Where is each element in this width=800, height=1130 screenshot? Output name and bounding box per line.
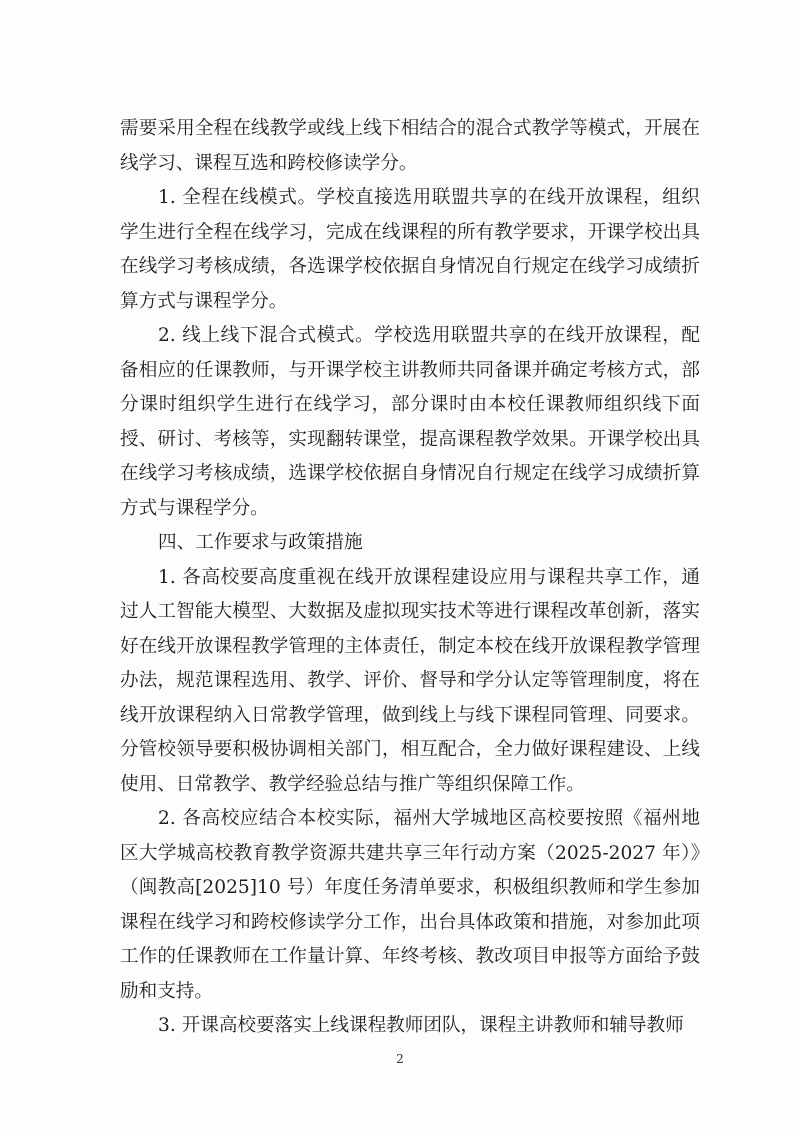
paragraph-requirement-2: 2. 各高校应结合本校实际，福州大学城地区高校要按照《福州地区大学城高校教育教学资源共建共享三年行动方案（2025-2027 年）》（闽教高[2025]10 号）年度任务清单要求，积极组织教师和学生参加课程在线学习和跨校修读学分工作，出台具体政策和措施，对参加此项工作的任课教师在工作量计算、年终考核、教改项目申报等方面给予鼓励和支持。 (120, 808, 700, 1002)
paragraph-continuation: 需要采用全程在线教学或线上线下相结合的混合式教学等模式，开展在线学习、课程互选和跨校修读学分。 (120, 118, 700, 174)
section-heading-work-requirements: 四、工作要求与政策措施 (158, 532, 363, 553)
paragraph-requirement-3: 3. 开课高校要落实上线课程教师团队，课程主讲教师和辅导教师 (158, 1015, 684, 1036)
page-number: 2 (396, 1052, 404, 1066)
paragraph-blended-mode: 2. 线上线下混合式模式。学校选用联盟共享的在线开放课程，配备相应的任课教师，与开课学校主讲教师共同备课并确定考核方式，部分课时组织学生进行在线学习，部分课时由本校任课教师组织线下面授、研讨、考核等，实现翻转课堂，提高课程教学效果。开课学校出具在线学习考核成绩，选课学校依据自身情况自行规定在线学习成绩折算方式与课程学分。 (120, 325, 700, 519)
paragraph-full-online-mode: 1. 全程在线模式。学校直接选用联盟共享的在线开放课程，组织学生进行全程在线学习，完成在线课程的所有教学要求，开课学校出具在线学习考核成绩，各选课学校依据自身情况自行规定在线学习成绩折算方式与课程学分。 (120, 187, 700, 312)
paragraph-requirement-1: 1. 各高校要高度重视在线开放课程建设应用与课程共享工作，通过人工智能大模型、大数据及虚拟现实技术等进行课程改革创新，落实好在线开放课程教学管理的主体责任，制定本校在线开放课程教学管理办法，规范课程选用、教学、评价、督导和学分认定等管理制度，将在线开放课程纳入日常教学管理，做到线上与线下课程同管理、同要求。分管校领导要积极协调相关部门，相互配合，全力做好课程建设、上线使用、日常教学、教学经验总结与推广等组织保障工作。 (120, 566, 700, 795)
document-body (120, 112, 700, 1044)
